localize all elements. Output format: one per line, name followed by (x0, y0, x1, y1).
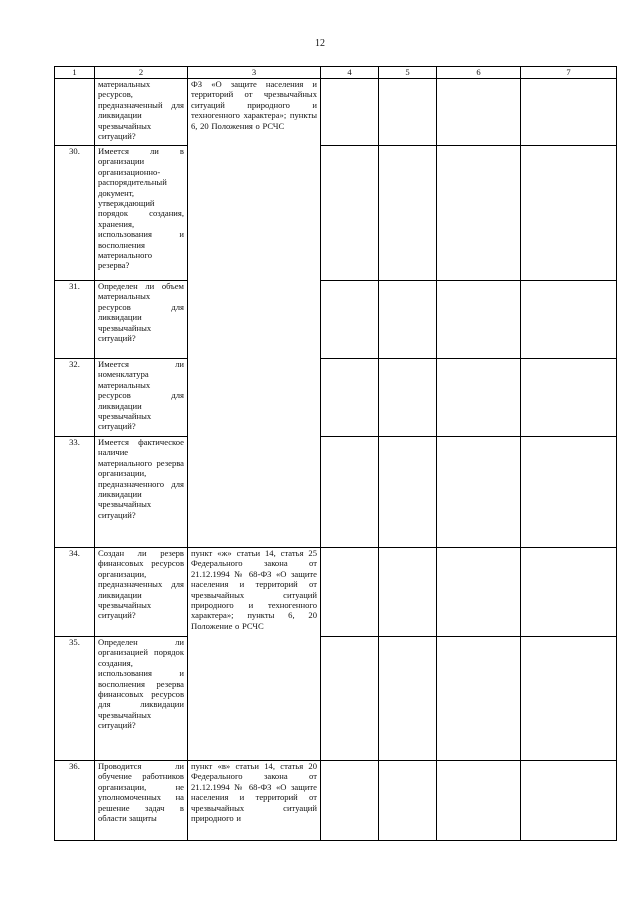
page-number: 12 (315, 38, 325, 49)
answer-cell (321, 637, 379, 761)
question-cell: Создан ли резерв финансовых ресурсов организации, предназначенных для ликвидации чрезвычайных ситуаций? (95, 548, 188, 637)
question-cell: Определен ли объем материальных ресурсов для ликвидации чрезвычайных ситуаций? (95, 281, 188, 359)
answer-cell (521, 548, 617, 637)
answer-cell (379, 637, 437, 761)
answer-cell (379, 281, 437, 359)
answer-cell (379, 146, 437, 281)
column-header: 2 (95, 67, 188, 79)
table-row (55, 79, 617, 146)
answer-cell (321, 437, 379, 548)
table-row (55, 637, 617, 761)
question-cell: Определен ли организацией порядок создания, использования и восполнения резерва финансовых ресурсов для ликвидации чрезвычайных ситуаций? (95, 637, 188, 761)
legal-reference-cell: ФЗ «О защите населения и территорий от чрезвычайных ситуаций природного и техногенного характера»; пункты 6, 20 Положения о РСЧС (188, 79, 321, 548)
row-number: 30. (55, 146, 95, 281)
answer-cell (521, 437, 617, 548)
answer-cell (437, 79, 521, 146)
row-number: 33. (55, 437, 95, 548)
answer-cell (437, 548, 521, 637)
column-header: 7 (521, 67, 617, 79)
legal-reference-cell: пункт «ж» статьи 14, статья 25 Федерального закона от 21.12.1994 № 68-ФЗ «О защите населения и территорий от чрезвычайных ситуаций природного и техногенного характера»; пункты 6, 20 Положение о РСЧС (188, 548, 321, 761)
table-header-row (55, 67, 617, 79)
question-cell: Проводится ли обучение работников организации, не уполномоченных на решение задач в области защиты (95, 761, 188, 841)
answer-cell (321, 359, 379, 437)
answer-cell (321, 548, 379, 637)
row-number: 31. (55, 281, 95, 359)
answer-cell (521, 79, 617, 146)
column-header: 4 (321, 67, 379, 79)
table-row (55, 146, 617, 281)
column-header: 5 (379, 67, 437, 79)
table-row (55, 359, 617, 437)
question-cell: Имеется фактическое наличие материального резерва организации, предназначенного для ликвидации чрезвычайных ситуаций? (95, 437, 188, 548)
row-number: 35. (55, 637, 95, 761)
answer-cell (379, 437, 437, 548)
legal-reference-cell: пункт «в» статьи 14, статья 20 Федерального закона от 21.12.1994 № 68-ФЗ «О защите населения и территорий от чрезвычайных ситуаций природного и (188, 761, 321, 841)
table-row (55, 761, 617, 841)
answer-cell (521, 761, 617, 841)
answer-cell (437, 637, 521, 761)
answer-cell (521, 146, 617, 281)
answer-cell (321, 146, 379, 281)
question-cell: материальных ресурсов, предназначенный для ликвидации чрезвычайных ситуаций? (95, 79, 188, 146)
question-cell: Имеется ли номенклатура материальных ресурсов для ликвидации чрезвычайных ситуаций? (95, 359, 188, 437)
row-number: 32. (55, 359, 95, 437)
row-number: 36. (55, 761, 95, 841)
column-header: 6 (437, 67, 521, 79)
answer-cell (521, 637, 617, 761)
answer-cell (437, 761, 521, 841)
table-row (55, 437, 617, 548)
question-cell: Имеется ли в организации организационно-распорядительный документ, утверждающий порядок создания, хранения, использования и восполнения материального резерва? (95, 146, 188, 281)
answer-cell (437, 281, 521, 359)
answer-cell (321, 761, 379, 841)
answer-cell (379, 79, 437, 146)
table-row (55, 281, 617, 359)
row-number (55, 79, 95, 146)
table-row (55, 548, 617, 637)
answer-cell (379, 548, 437, 637)
answer-cell (437, 359, 521, 437)
column-header: 1 (55, 67, 95, 79)
row-number: 34. (55, 548, 95, 637)
answer-cell (379, 761, 437, 841)
answer-cell (379, 359, 437, 437)
column-header: 3 (188, 67, 321, 79)
checklist-table (54, 66, 617, 841)
answer-cell (437, 437, 521, 548)
answer-cell (321, 281, 379, 359)
answer-cell (521, 281, 617, 359)
answer-cell (437, 146, 521, 281)
answer-cell (521, 359, 617, 437)
answer-cell (321, 79, 379, 146)
